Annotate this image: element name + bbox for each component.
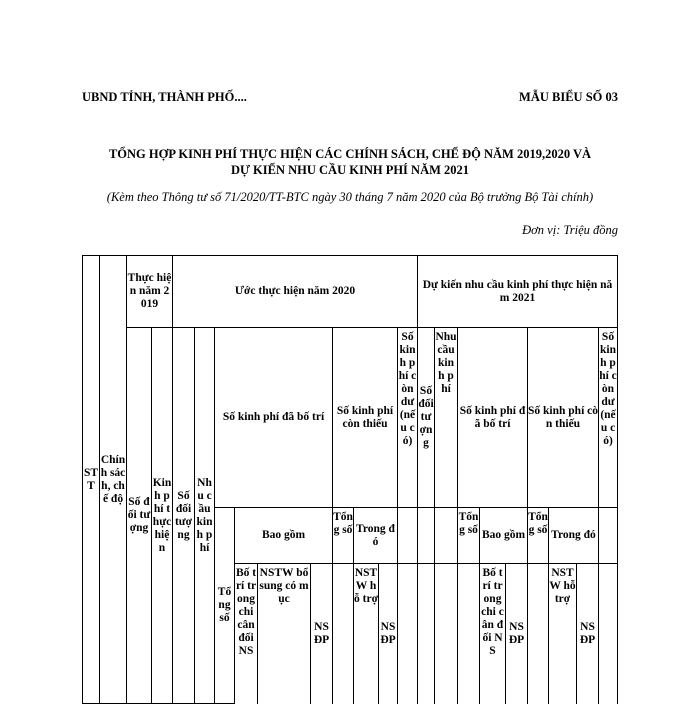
- nstw-ho-tro-2020: NSTW hỗ trợ: [354, 564, 379, 704]
- ns-dp-2021: NS ĐP: [506, 564, 528, 704]
- blank-doi-tuong-2021-b: [418, 564, 435, 704]
- ns-dp-thieu-2020: NS ĐP: [379, 564, 398, 704]
- tong-so-2020: Tổng số: [215, 508, 235, 704]
- document-subtitle: (Kèm theo Thông tư số 71/2020/TT-BTC ngày 30 tháng 7 năm 2020 của Bộ trưởng Bộ Tài chính): [106, 190, 594, 204]
- da-bo-tri-2020: Số kinh phí đã bố trí: [215, 328, 333, 508]
- document-title: [60, 146, 640, 178]
- tong-so-2021: Tổng số: [458, 508, 480, 564]
- agency-header: UBND TỈNH, THÀNH PHỐ....: [82, 90, 247, 104]
- so-doi-tuong-2020: Số đối tượng: [173, 328, 195, 704]
- trong-do-2020: Trong đó: [354, 508, 398, 564]
- group-2019: Thực hiện năm 2019: [127, 256, 173, 328]
- blank-con-du-2021-b: [599, 564, 618, 704]
- ns-dp-2020: NS ĐP: [311, 564, 333, 704]
- blank-nhu-cau-2021-b: [435, 564, 458, 704]
- title-line-2: DỰ KIẾN NHU CẦU KINH PHÍ NĂM 2021: [230, 163, 470, 177]
- bo-tri-can-doi-2020: Bố trí trong chi cân đối NS: [235, 564, 258, 704]
- trong-do-2021: Trong đó: [549, 508, 599, 564]
- tong-so-thieu-2020: Tổng số: [333, 508, 354, 564]
- bo-tri-can-doi-2021: Bố trí trong chi cân đối NS: [480, 564, 506, 704]
- con-du-2021: Số kinh phí còn dư (nếu có): [599, 328, 618, 508]
- form-number: MẪU BIỂU SỐ 03: [519, 90, 618, 104]
- group-2021: Dự kiến nhu cầu kinh phí thực hiện năm 2021: [418, 256, 618, 328]
- nhu-cau-kinh-phi-2020: Nhu cầu kinh phí: [195, 328, 215, 704]
- blank-tong-thieu-2021: [528, 564, 549, 704]
- blank-doi-tuong-2021: [418, 508, 435, 564]
- nstw-ho-tro-2021: NSTW hỗ trợ: [549, 564, 577, 704]
- blank-con-du-2020-b: [398, 564, 418, 704]
- blank-tong-thieu-2020: [333, 564, 354, 704]
- blank-tong-so-2021-b: [458, 564, 480, 704]
- blank-con-du-2021: [599, 508, 618, 564]
- bao-gom-2020: Bao gồm: [235, 508, 333, 564]
- bao-gom-2021: Bao gồm: [480, 508, 528, 564]
- group-2020: Ước thực hiện năm 2020: [173, 256, 418, 328]
- kinh-phi-thuc-hien-2019: Kinh phí thực hiện: [152, 328, 173, 704]
- tong-so-thieu-2021: Tổng số: [528, 508, 549, 564]
- budget-table: [82, 255, 618, 704]
- con-thieu-2020: Số kinh phí còn thiếu: [333, 328, 398, 508]
- col-stt: STT: [83, 256, 100, 704]
- nstw-bo-sung-2020: NSTW bổ sung có mục: [258, 564, 311, 704]
- blank-nhu-cau-2021: [435, 508, 458, 564]
- con-du-2020: Số kinh phí còn dư (nếu có): [398, 328, 418, 508]
- con-thieu-2021: Số kinh phí còn thiếu: [528, 328, 599, 508]
- col-policy: Chính sách, chế độ: [100, 256, 127, 704]
- da-bo-tri-2021: Số kinh phí đã bố trí: [458, 328, 528, 508]
- so-doi-tuong-2019: Số đối tượng: [127, 328, 152, 704]
- nhu-cau-kinh-phi-2021: Nhu cầu kinh phí: [435, 328, 458, 508]
- unit-label: Đơn vị: Triệu đồng: [522, 223, 618, 237]
- blank-con-du-2020: [398, 508, 418, 564]
- ns-dp-thieu-2021: NS ĐP: [577, 564, 599, 704]
- title-line-1: TỔNG HỢP KINH PHÍ THỰC HIỆN CÁC CHÍNH SÁCH, CHẾ ĐỘ NĂM 2019,2020 VÀ: [108, 147, 592, 161]
- so-doi-tuong-2021: Số đối tượng: [418, 328, 435, 508]
